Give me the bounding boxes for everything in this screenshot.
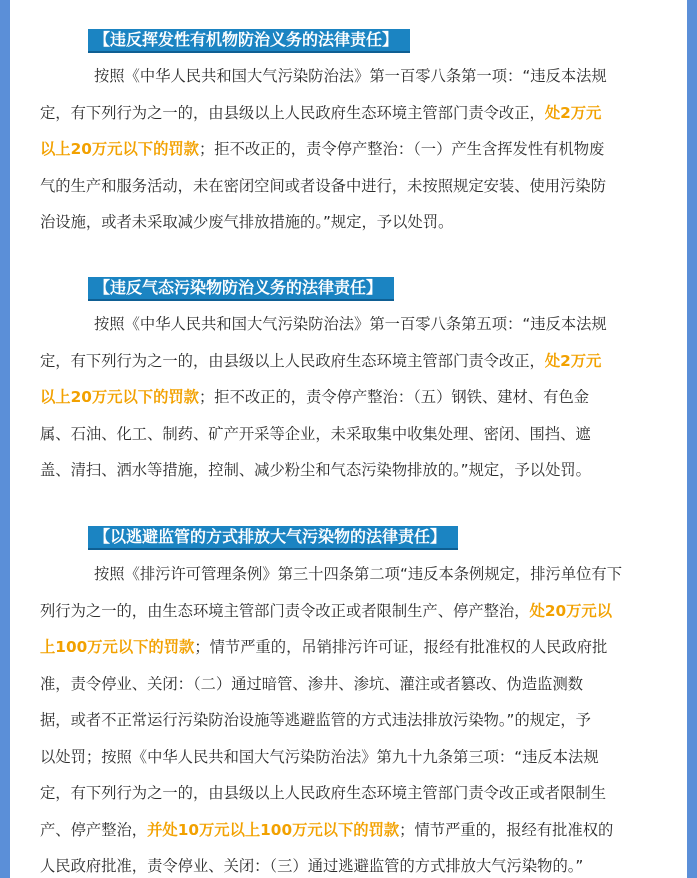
section-heading: 【违反挥发性有机物防治义务的法律责任】 xyxy=(88,29,410,53)
paragraph-line xyxy=(94,562,622,586)
line-text: 产、停产整治， xyxy=(40,821,148,839)
line-text: 按照《中华人民共和国大气污染防治法》第一百零八条第五项：“违反本法规 xyxy=(94,315,607,333)
paragraph-line xyxy=(94,64,607,88)
paragraph-line xyxy=(40,672,583,696)
line-text: 按照《排污许可管理条例》第三十四条第二项“违反本条例规定，排污单位有下 xyxy=(94,565,623,583)
paragraph-line xyxy=(40,708,591,732)
paragraph-line xyxy=(40,854,583,878)
line-text: ；拒不改正的，责令停产整治：（五）钢铁、建材、有色金 xyxy=(198,388,590,406)
paragraph-line xyxy=(40,458,591,482)
paragraph-line xyxy=(40,745,599,769)
line-text: 列行为之一的，由生态环境主管部门责令改正或者限制生产、停产整治， xyxy=(40,602,530,620)
fine-highlight: 以上20万元以下的罚款 xyxy=(40,140,199,158)
paragraph-line xyxy=(40,781,606,805)
paragraph-line xyxy=(40,349,601,373)
paragraph-line xyxy=(40,818,613,842)
paragraph-line xyxy=(94,312,607,336)
paragraph-line xyxy=(40,101,601,125)
section-heading: 【以逃避监管的方式排放大气污染物的法律责任】 xyxy=(88,526,458,550)
section-heading: 【违反气态污染物防治义务的法律责任】 xyxy=(88,277,394,301)
line-text: 气的生产和服务活动，未在密闭空间或者设备中进行，未按照规定安装、使用污染防 xyxy=(40,177,606,195)
paragraph-line xyxy=(40,137,604,161)
line-text: ；拒不改正的，责令停产整治：（一）产生含挥发性有机物废 xyxy=(198,140,605,158)
line-text: 治设施，或者未采取减少废气排放措施的。”规定，予以处罚。 xyxy=(40,213,454,231)
line-text: 定，有下列行为之一的，由县级以上人民政府生态环境主管部门责令改正， xyxy=(40,104,545,122)
line-text: 以处罚；按照《中华人民共和国大气污染防治法》第九十九条第三项：“违反本法规 xyxy=(40,748,599,766)
line-text: 准，责令停业、关闭：（二）通过暗管、渗井、渗坑、灌注或者篡改、伪造监测数 xyxy=(40,675,584,693)
article-page xyxy=(10,0,687,878)
line-text: 盖、清扫、洒水等措施，控制、减少粉尘和气态污染物排放的。”规定，予以处罚。 xyxy=(40,461,591,479)
fine-highlight: 处20万元以 xyxy=(529,602,612,620)
line-text: ；情节严重的，吊销排污许可证，报经有批准权的人民政府批 xyxy=(194,638,608,656)
fine-highlight: 上100万元以下的罚款 xyxy=(40,638,195,656)
line-text: 人民政府批准，责令停业、关闭：（三）通过逃避监管的方式排放大气污染物的。” xyxy=(40,857,584,875)
paragraph-line xyxy=(40,422,591,446)
fine-highlight: 处2万元 xyxy=(544,104,602,122)
line-text: 定，有下列行为之一的，由县级以上人民政府生态环境主管部门责令改正， xyxy=(40,352,545,370)
paragraph-line xyxy=(40,174,606,198)
line-text: 定，有下列行为之一的，由县级以上人民政府生态环境主管部门责令改正或者限制生 xyxy=(40,784,606,802)
line-text: 属、石油、化工、制药、矿产开采等企业，未采取集中收集处理、密闭、围挡、遮 xyxy=(40,425,591,443)
line-text: 按照《中华人民共和国大气污染防治法》第一百零八条第一项：“违反本法规 xyxy=(94,67,607,85)
paragraph-line xyxy=(40,635,607,659)
line-text: ；情节严重的，报经有批准权的 xyxy=(399,821,614,839)
paragraph-line xyxy=(40,385,589,409)
paragraph-line xyxy=(40,210,453,234)
fine-highlight: 处2万元 xyxy=(544,352,602,370)
fine-highlight: 以上20万元以下的罚款 xyxy=(40,388,199,406)
line-text: 据，或者不正常运行污染防治设施等逃避监管的方式违法排放污染物。”的规定，予 xyxy=(40,711,591,729)
fine-highlight: 并处10万元以上100万元以下的罚款 xyxy=(147,821,400,839)
paragraph-line xyxy=(40,599,612,623)
